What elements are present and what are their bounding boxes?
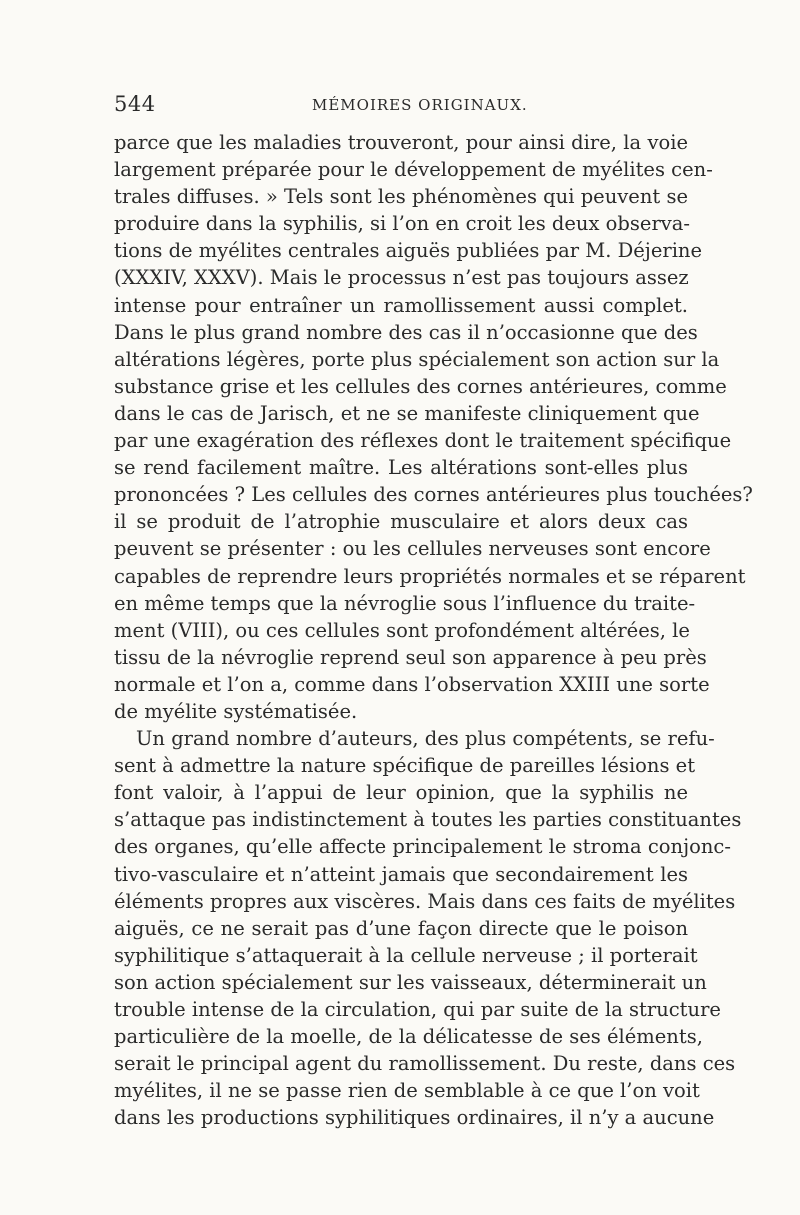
text-line: myélites, il ne se passe rien de semblable à ce que l’on voit: [114, 1079, 700, 1103]
running-title: MÉMOIRES ORIGINAUX.: [312, 96, 528, 114]
text-line: serait le principal agent du ramollissement. Du reste, dans ces: [114, 1052, 736, 1076]
text-line: substance grise et les cellules des cornes antérieures, comme: [114, 374, 727, 398]
page-header: [114, 92, 688, 122]
text-line: syphilitique s’attaquerait à la cellule nerveuse ; il porterait: [114, 943, 698, 967]
text-line: tivo-vasculaire et n’atteint jamais que secondairement les: [114, 862, 688, 886]
text-line: de myélite systématisée.: [114, 699, 358, 723]
text-line: prononcées ? Les cellules des cornes antérieures plus touchées?: [114, 483, 753, 507]
page-number: 544: [114, 92, 156, 116]
text-line: des organes, qu’elle affecte principalement le stroma conjonc-: [114, 835, 731, 859]
text-line: parce que les maladies trouveront, pour ainsi dire, la voie: [114, 131, 688, 154]
text-line: capables de reprendre leurs propriétés normales et se réparent: [114, 564, 746, 588]
body-text: [114, 129, 753, 1131]
text-line: largement préparée pour le développement de myélites cen-: [114, 158, 713, 182]
text-line: particulière de la moelle, de la délicatesse de ses éléments,: [114, 1025, 703, 1049]
text-line: Dans le plus grand nombre des cas il n’occasionne que des: [114, 320, 698, 344]
text-line: dans le cas de Jarisch, et ne se manifeste cliniquement que: [114, 401, 700, 425]
text-line: son action spécialement sur les vaisseaux, déterminerait un: [114, 970, 707, 994]
text-line: tissu de la névroglie reprend seul son apparence à peu près: [114, 645, 707, 669]
text-line: éléments propres aux viscères. Mais dans ces faits de myélites: [114, 889, 736, 913]
text-line: en même temps que la névroglie sous l’influence du traite-: [114, 591, 696, 615]
text-line: dans les productions syphilitiques ordinaires, il n’y a aucune: [114, 1106, 715, 1130]
text-line: aiguës, ce ne serait pas d’une façon directe que le poison: [114, 916, 688, 940]
text-line: Un grand nombre d’auteurs, des plus compétents, se refu-: [136, 727, 715, 751]
text-line: par une exagération des réflexes dont le traitement spécifique: [114, 429, 732, 453]
text-line: sent à admettre la nature spécifique de pareilles lésions et: [114, 754, 696, 778]
text-line: produire dans la syphilis, si l’on en croit les deux observa-: [114, 212, 691, 236]
text-line: trales diffuses. » Tels sont les phénomènes qui peuvent se: [114, 185, 688, 209]
text-line: ment (VIII), ou ces cellules sont profondément altérées, le: [114, 618, 690, 642]
text-line: intense pour entraîner un ramollissement aussi complet.: [114, 293, 688, 317]
text-line: il se produit de l’atrophie musculaire et alors deux cas: [114, 510, 688, 534]
text-line: tions de myélites centrales aiguës publiées par M. Déjerine: [114, 239, 703, 263]
text-line: s’attaque pas indistinctement à toutes les parties constituantes: [114, 808, 742, 832]
text-line: trouble intense de la circulation, qui par suite de la structure: [114, 998, 721, 1021]
text-line: se rend facilement maître. Les altérations sont-elles plus: [114, 456, 688, 480]
text-line: normale et l’on a, comme dans l’observation XXIII une sorte: [114, 672, 710, 696]
text-line: peuvent se présenter : ou les cellules nerveuses sont encore: [114, 537, 711, 561]
text-line: altérations légères, porte plus spécialement son action sur la: [114, 347, 720, 371]
text-line: font valoir, à l’appui de leur opinion, que la syphilis ne: [114, 781, 688, 805]
text-line: (XXXIV, XXXV). Mais le processus n’est pas toujours assez: [114, 266, 689, 290]
